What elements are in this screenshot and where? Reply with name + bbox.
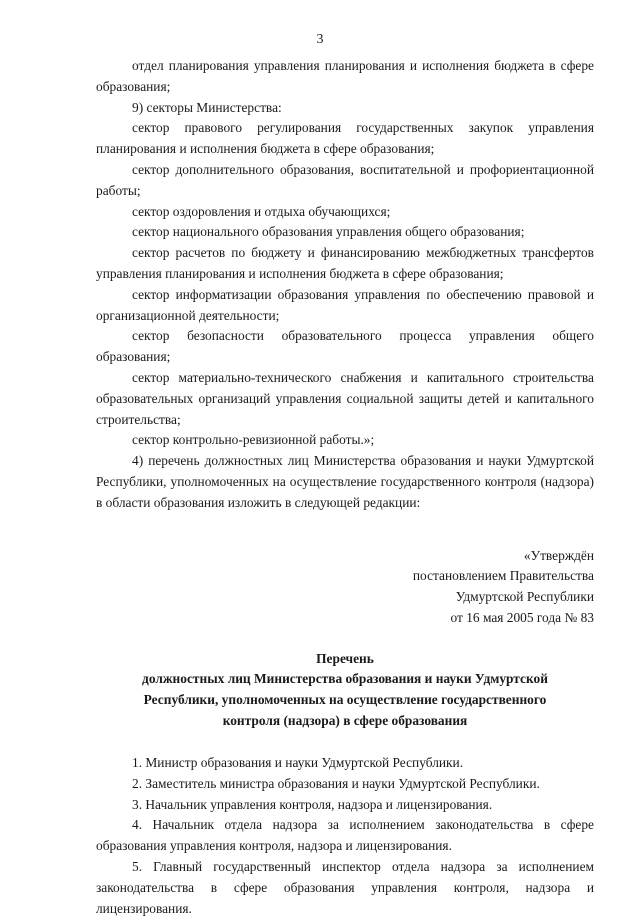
paragraph-planning-department: отдел планирования управления планирования и исполнения бюджета в сфере образования; (96, 58, 594, 94)
list-item: 4. Начальник отдела надзора за исполнением законодательства в сфере образования управления контроля, надзора и лицензирования. (96, 817, 594, 854)
paragraph-list-amendment: 4) перечень должностных лиц Министерства образования и науки Удмуртской Республики, уполномоченных на осуществление государственного контроля (надзора) в области образования изложить в следующей редакции: (96, 453, 594, 510)
approval-line-resolution: постановлением Правительства (412, 568, 594, 584)
paragraph-sectors-heading: 9) секторы Министерства: (132, 99, 282, 115)
paragraph-sector-audit: сектор контрольно-ревизионной работы.»; (132, 432, 375, 448)
list-subtitle: должностных лиц Министерства образования и науки Удмуртской Республики, уполномоченных на осуществление государственного контроля (надзора) в сфере образования (142, 671, 548, 728)
paragraph-sector-recreation: сектор оздоровления и отдыха обучающихся; (132, 203, 391, 219)
document-body (96, 56, 594, 919)
list-item: 3. Начальник управления контроля, надзора и лицензирования. (132, 796, 493, 812)
paragraph-sector-procurement: сектор правового регулирования государственных закупок управления планирования и исполнения бюджета в сфере образования; (96, 120, 594, 157)
list-item: 2. Заместитель министра образования и науки Удмуртской Республики. (132, 775, 540, 791)
paragraph-sector-national-education: сектор национального образования управления общего образования; (132, 224, 525, 240)
list-title (96, 649, 594, 731)
approval-stamp (96, 546, 594, 629)
approval-line-republic: Удмуртской Республики (455, 589, 594, 605)
paragraph-sector-budget-settlements: сектор расчетов по бюджету и финансированию межбюджетных трансфертов управления планирования и исполнения бюджета в сфере образования; (96, 245, 594, 281)
list-item: 1. Министр образования и науки Удмуртской Республики. (132, 755, 464, 771)
paragraph-sector-informatization: сектор информатизации образования управления по обеспечению правовой и организационной деятельности; (96, 286, 594, 323)
page-number: 3 (316, 32, 324, 47)
paragraph-sector-supply: сектор материально-технического снабжения и капитального строительства образовательных организаций управления социальной защиты детей и капитального строительства; (96, 369, 594, 427)
paragraph-sector-additional-education: сектор дополнительного образования, воспитательной и профориентационной работы; (96, 161, 594, 198)
approval-line-date: от 16 мая 2005 года № 83 (450, 609, 594, 625)
positions-list (96, 753, 594, 919)
list-heading: Перечень (316, 650, 374, 666)
approval-line-approved: «Утверждён (523, 547, 594, 563)
paragraph-sector-safety: сектор безопасности образовательного процесса управления общего образования; (96, 328, 594, 365)
list-item: 5. Главный государственный инспектор отдела надзора за исполнением законодательства в сфере образования управления контроля, надзора и лицензирования. (96, 859, 594, 916)
